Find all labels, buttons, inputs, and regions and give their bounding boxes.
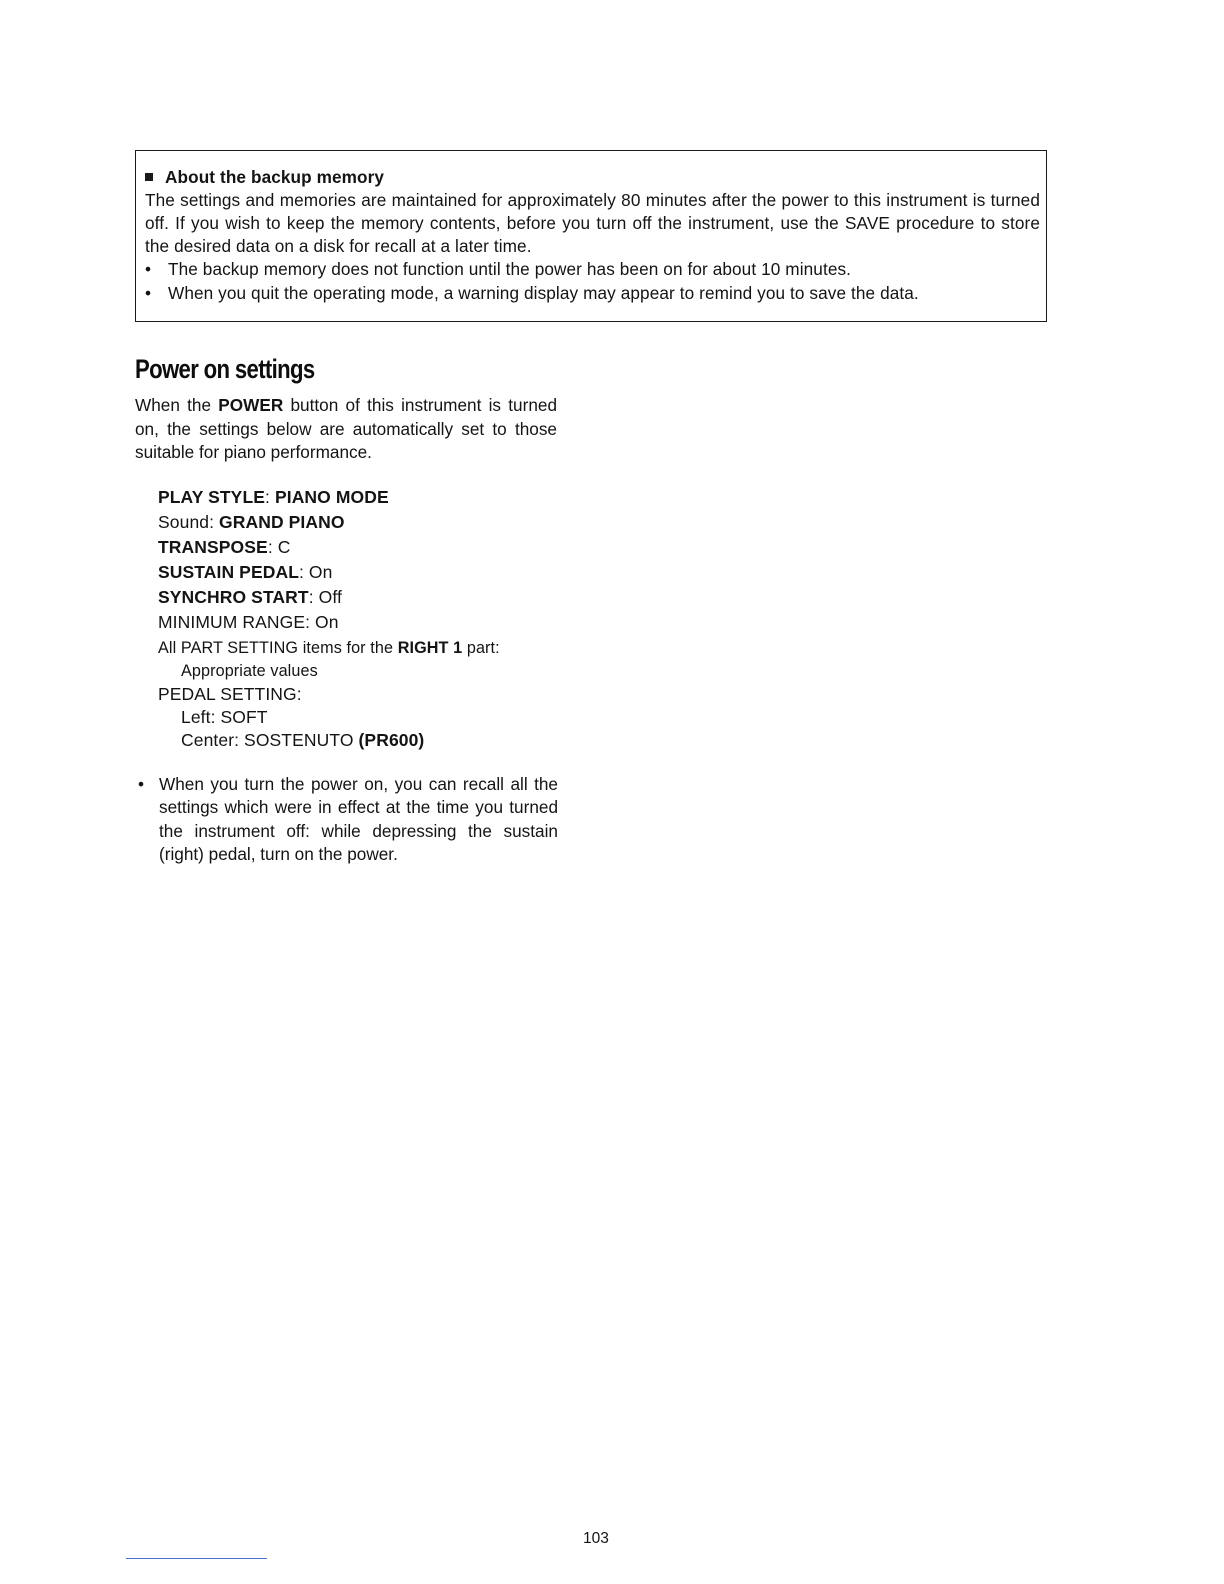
footer-rule — [126, 1558, 267, 1559]
bullet-icon: • — [145, 259, 152, 279]
intro-text: When the — [135, 395, 219, 415]
backup-bullet-item — [145, 258, 851, 281]
setting-value: GRAND PIANO — [219, 512, 345, 532]
setting-sustain-pedal — [158, 561, 332, 583]
power-on-note: When you turn the power on, you can recall all the settings which were in effect at the time you turned the instrument off: while depressing the sustain (right) pedal, turn on the power. — [159, 774, 558, 864]
setting-label: PLAY STYLE — [158, 487, 266, 507]
backup-bullet-text: When you quit the operating mode, a warning display may appear to remind you to save the data. — [168, 283, 919, 303]
setting-synchro-start — [158, 586, 342, 608]
setting-play-style — [158, 486, 389, 508]
setting-label: SUSTAIN PEDAL — [158, 562, 299, 582]
setting-transpose — [158, 536, 290, 558]
setting-value: : C — [267, 537, 291, 557]
backup-memory-paragraph: The settings and memories are maintained for approximately 80 minutes after the power to this instrument is turned off. If you wish to keep the memory contents, before you turn off the instrument, use the SAVE procedure to store the desired data on a disk for recall at a later time. — [145, 190, 1040, 256]
setting-text: All PART SETTING items for the — [158, 639, 398, 657]
model-name: (PR600) — [358, 730, 425, 750]
setting-label: Sound: — [158, 512, 220, 532]
setting-part-setting — [158, 637, 500, 659]
setting-pedal-left: Left: SOFT — [181, 707, 268, 727]
setting-value: PIANO MODE — [274, 487, 389, 507]
setting-value: : On — [298, 562, 333, 582]
setting-pedal: PEDAL SETTING: — [158, 684, 302, 704]
setting-label: SYNCHRO START — [158, 587, 309, 607]
page-number: 103 — [583, 1530, 609, 1547]
setting-part-name: RIGHT 1 — [397, 639, 463, 657]
setting-minimum-range: MINIMUM RANGE: On — [158, 612, 339, 632]
square-bullet-icon — [145, 173, 153, 181]
backup-memory-title — [145, 166, 1040, 189]
backup-bullet-item — [145, 282, 919, 305]
setting-text: Center: SOSTENUTO — [181, 730, 359, 750]
intro-text: button of this instrument is turned on, the settings below are automatically set to those suitable for piano performance. — [135, 395, 557, 462]
backup-memory-title-text: About the backup memory — [165, 167, 385, 187]
setting-part-values: Appropriate values — [181, 662, 318, 680]
bullet-icon: • — [138, 774, 145, 794]
setting-sep: : — [265, 487, 275, 507]
setting-pedal-center — [181, 729, 424, 751]
power-button-name: POWER — [218, 395, 284, 415]
intro-paragraph — [135, 394, 557, 465]
backup-bullet-text: The backup memory does not function until the power has been on for about 10 minutes. — [168, 259, 852, 279]
bullet-icon: • — [145, 283, 152, 303]
setting-value: : Off — [308, 587, 342, 607]
setting-label: TRANSPOSE — [158, 537, 268, 557]
setting-sound — [158, 511, 345, 533]
setting-text: part: — [462, 639, 500, 657]
section-heading: Power on settings — [135, 354, 315, 384]
